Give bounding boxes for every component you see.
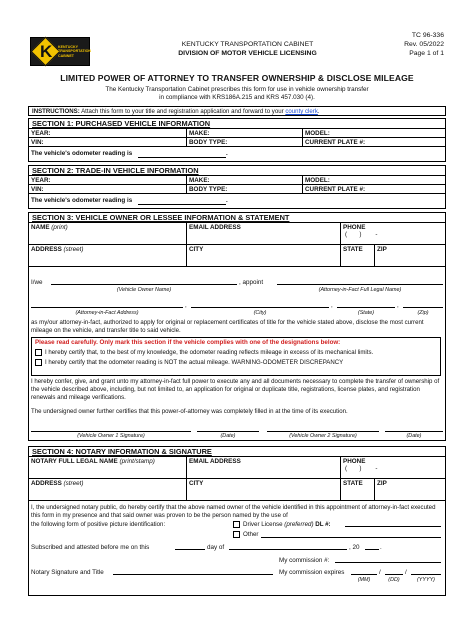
s3-owner-2-date-caption: (Date) — [406, 433, 422, 439]
s4-driver-license-checkbox[interactable] — [233, 521, 240, 528]
s3-comma-3: , — [397, 302, 399, 309]
s1-vin-field[interactable]: VIN: — [29, 138, 187, 146]
form-number: TC 96-336 — [411, 32, 444, 39]
s4-subscribed-period: . — [380, 544, 382, 551]
s3-read-carefully: Please read carefully. Only mark this section if the vehicle complies with one of the designations below: — [35, 339, 341, 346]
s3-name-hint: (print) — [51, 224, 68, 231]
s4-subscribed-label: Subscribed and attested before me on this — [31, 544, 150, 551]
section-4-title: SECTION 4: NOTARY INFORMATION & SIGNATURE — [29, 447, 445, 457]
s4-month-input[interactable] — [229, 544, 347, 550]
s4-other-id-input[interactable] — [261, 532, 441, 538]
s1-odometer-label: The vehicle's odometer reading is — [31, 150, 133, 158]
county-clerk-link[interactable]: county clerk — [285, 108, 318, 115]
s4-other-checkbox[interactable] — [233, 531, 240, 538]
s4-mm-caption: (MM) — [357, 577, 371, 583]
s3-attorney-address-caption: (Attorney-in-Fact Address) — [75, 310, 139, 316]
s4-commission-number-input[interactable] — [335, 557, 441, 563]
s4-year-prefix: , 20 — [349, 544, 360, 551]
s3-phone-format: ( ) - — [345, 231, 378, 239]
s1-model-field[interactable]: MODEL: — [305, 130, 330, 137]
s4-driver-license-label: Driver License — [243, 521, 283, 529]
s4-day-input[interactable] — [175, 544, 205, 550]
agency-name: KENTUCKY TRANSPORTATION CABINET — [181, 41, 314, 48]
page-number: Page 1 of 1 — [409, 50, 444, 58]
logo-letter: K — [40, 42, 53, 61]
s4-city-field[interactable]: CITY — [187, 479, 341, 500]
s3-confer-text: I hereby confer, give, and grant unto my attorney-in-fact full power to execute any and all documents necessary to complete the transfer of ownership of the vehicle described above, including, but not limited to, an application for original or duplicate title, registrations, license plates, and registration renewals and mileage verifications. — [31, 378, 440, 402]
form-revision: Rev. 05/2022 — [404, 41, 444, 49]
s3-city-caption: (City) — [253, 310, 267, 316]
s2-odometer — [29, 196, 445, 205]
s4-exp-dd-input[interactable] — [385, 569, 403, 575]
s2-body-type-field[interactable]: BODY TYPE: — [187, 185, 303, 193]
section-2-odometer-row — [29, 194, 445, 208]
s1-year-field[interactable]: YEAR: — [29, 129, 187, 137]
form-title: LIMITED POWER OF ATTORNEY TO TRANSFER OWNERSHIP & DISCLOSE MILEAGE — [60, 73, 414, 83]
s3-email-field[interactable]: EMAIL ADDRESS — [187, 223, 341, 244]
s4-slash-1: / — [379, 569, 381, 576]
section-3-title: SECTION 3: VEHICLE OWNER OR LESSEE INFORMATION & STATEMENT — [29, 213, 445, 223]
s4-notary-text-1: I, the undersigned notary public, do hereby certify that the above named owner of the vehicle identified in this appointment of attorney-in-fact executed this form in my presence and that said owner was proven to be the person named by the use of — [31, 504, 436, 520]
s3-row-2 — [29, 245, 445, 267]
s1-make-field[interactable]: MAKE: — [187, 129, 303, 137]
s1-body-type-field[interactable]: BODY TYPE: — [187, 138, 303, 146]
s3-name-label: NAME — [31, 224, 50, 231]
s4-notary-text-2: the following form of positive picture identification: — [31, 521, 166, 528]
s2-model-field[interactable]: MODEL: — [305, 177, 330, 184]
s4-zip-field[interactable]: ZIP — [377, 480, 387, 487]
s3-state-field[interactable]: STATE — [341, 245, 375, 266]
s2-plate-field[interactable]: CURRENT PLATE #: — [305, 186, 366, 193]
s3-appoint-label: , appoint — [239, 279, 264, 286]
subtitle-line-1: The Kentucky Transportation Cabinet prescribes this form for use in vehicle ownership transfer — [105, 86, 369, 93]
instructions-text: Attach this form to your title and registration application and forward to your — [81, 108, 284, 115]
s3-option-2 — [32, 356, 440, 366]
s3-attorney-name-caption: (Attorney-in-Fact Full Legal Name) — [318, 287, 402, 293]
s4-commission-expires-label: My commission expires — [279, 569, 345, 576]
s4-dl-number-input[interactable] — [345, 521, 441, 527]
s3-owner-2-signature-input[interactable] — [267, 426, 379, 432]
s3-owner-2-signature-caption: (Vehicle Owner 2 Signature) — [289, 433, 357, 439]
s3-address-label: ADDRESS — [31, 246, 62, 253]
s3-row-1 — [29, 223, 445, 245]
section-2-row-2 — [29, 185, 445, 194]
s3-option-2-checkbox[interactable] — [35, 359, 42, 366]
s3-comma-1: , — [185, 302, 187, 309]
s3-owner-1-signature-caption: (Vehicle Owner 1 Signature) — [77, 433, 145, 439]
s3-attorney-name-input[interactable] — [277, 279, 443, 285]
s4-email-field[interactable]: EMAIL ADDRESS — [187, 457, 341, 478]
s4-day-of-label: day of — [207, 544, 225, 551]
logo-text: KENTUCKY TRANSPORTATION CABINET — [58, 45, 92, 58]
s4-row-1 — [29, 457, 445, 479]
s2-year-field[interactable]: YEAR: — [29, 176, 187, 184]
section-4 — [28, 446, 446, 596]
s3-state-caption: (State) — [357, 310, 375, 316]
kytc-logo — [30, 37, 90, 66]
s3-name-field[interactable] — [29, 223, 187, 244]
s4-notary-name-field[interactable] — [29, 457, 187, 478]
s2-odometer-input[interactable] — [138, 199, 226, 205]
section-1-row-1 — [29, 129, 445, 138]
subtitle-line-2: in compliance with KRS186A.215 and KRS 457.030 (4). — [159, 94, 315, 102]
s3-further-text: The undersigned owner further certifies that this power-of-attorney was completely filled in at the time of its execution. — [31, 408, 348, 415]
instructions-box — [28, 106, 446, 116]
s4-year-input[interactable] — [365, 544, 379, 550]
s3-designation-box — [31, 337, 441, 376]
s4-other-option — [233, 531, 258, 538]
s3-option-1 — [32, 347, 440, 356]
s3-option-2-text: I hereby certify that the odometer reading is NOT the actual mileage. WARNING-ODOMETER DISCREPANCY — [45, 359, 344, 367]
s4-other-label: Other — [243, 531, 259, 539]
s3-owner-name-caption: (Vehicle Owner Name) — [116, 287, 172, 293]
s4-state-field[interactable]: STATE — [341, 479, 375, 500]
s4-phone-field[interactable] — [341, 457, 445, 478]
s4-address-hint: (street) — [63, 480, 84, 487]
s4-preferred-hint: (preferred) — [284, 521, 314, 529]
s3-authority-text: as my/our attorney-in-fact, authorized to apply for original or replacement certificates of title for the vehicle stated above, disclose the most current mileage on the vehicle, and transfer title to said vehicle. — [31, 319, 424, 335]
s4-address-field[interactable] — [29, 479, 187, 500]
s4-exp-yyyy-input[interactable] — [411, 569, 441, 575]
s2-vin-field[interactable]: VIN: — [29, 185, 187, 193]
s3-zip-field[interactable]: ZIP — [377, 246, 387, 253]
form-id-block — [404, 31, 444, 59]
section-2-title: SECTION 2: TRADE-IN VEHICLE INFORMATION — [29, 166, 445, 176]
s3-option-1-text: I hereby certify that, to the best of my knowledge, the odometer reading reflects mileage in excess of its mechanical limits. — [45, 349, 374, 357]
s3-owner-name-input[interactable] — [51, 279, 237, 285]
s3-address-field[interactable] — [29, 245, 187, 266]
s4-signature-input[interactable] — [113, 569, 273, 575]
s2-odometer-period: . — [225, 197, 228, 205]
s3-address-hint: (street) — [63, 246, 84, 253]
s4-driver-license-option — [233, 521, 331, 528]
s3-attorney-address-input[interactable] — [31, 302, 183, 308]
s4-address-label: ADDRESS — [31, 480, 62, 487]
s1-odometer-period: . — [225, 150, 228, 158]
s2-make-field[interactable]: MAKE: — [187, 176, 303, 184]
s3-comma-2: , — [331, 302, 333, 309]
s4-phone-label: PHONE — [343, 458, 366, 465]
s4-slash-2: / — [405, 569, 407, 576]
s2-odometer-label: The vehicle's odometer reading is — [31, 197, 133, 205]
section-2 — [28, 165, 446, 209]
section-1-title: SECTION 1: PURCHASED VEHICLE INFORMATION — [29, 119, 445, 129]
s4-dl-label: DL #: — [315, 521, 331, 529]
section-1 — [28, 118, 446, 162]
division-name: DIVISION OF MOTOR VEHICLE LICENSING — [178, 49, 317, 57]
s3-city-field[interactable]: CITY — [187, 245, 341, 266]
s4-dd-caption: (DD) — [388, 577, 400, 583]
section-1-odometer-row — [29, 147, 445, 161]
form-subtitle — [30, 86, 444, 102]
s1-plate-field[interactable]: CURRENT PLATE #: — [305, 139, 366, 146]
s4-row-2 — [29, 479, 445, 501]
instructions-end: . — [317, 108, 320, 115]
s3-statement-area — [29, 267, 445, 441]
section-2-row-1 — [29, 176, 445, 185]
s4-exp-mm-input[interactable] — [351, 569, 377, 575]
s4-yyyy-caption: (YYYY) — [417, 577, 435, 583]
s3-iwe-label: I/we — [31, 279, 43, 286]
s4-phone-format: ( ) - — [345, 465, 378, 473]
s3-owner-2-date-input[interactable] — [385, 426, 443, 432]
s1-odometer — [29, 149, 445, 158]
s4-notary-name-label: NOTARY FULL LEGAL NAME — [31, 458, 118, 465]
s3-owner-1-signature-input[interactable] — [31, 426, 191, 432]
s3-phone-field[interactable] — [341, 223, 445, 244]
s3-phone-label: PHONE — [343, 224, 366, 231]
section-1-row-2 — [29, 138, 445, 147]
s4-signature-title-label: Notary Signature and Title — [31, 569, 104, 576]
s3-attorney-zip-input[interactable] — [403, 302, 443, 308]
s1-odometer-input[interactable] — [138, 152, 226, 158]
agency-header — [160, 41, 335, 59]
s3-zip-caption: (Zip) — [417, 310, 429, 316]
s4-notary-name-hint: (print/stamp) — [119, 458, 155, 465]
instructions-label: INSTRUCTIONS: — [32, 108, 80, 115]
s4-commission-number-label: My commission #: — [279, 557, 330, 564]
section-3 — [28, 212, 446, 441]
s3-owner-1-date-input[interactable] — [197, 426, 259, 432]
s3-option-1-checkbox[interactable] — [35, 349, 42, 356]
s3-attorney-city-input[interactable] — [191, 302, 329, 308]
s4-notary-area — [29, 501, 445, 595]
s3-owner-1-date-caption: (Date) — [220, 433, 236, 439]
s3-attorney-state-input[interactable] — [337, 302, 395, 308]
